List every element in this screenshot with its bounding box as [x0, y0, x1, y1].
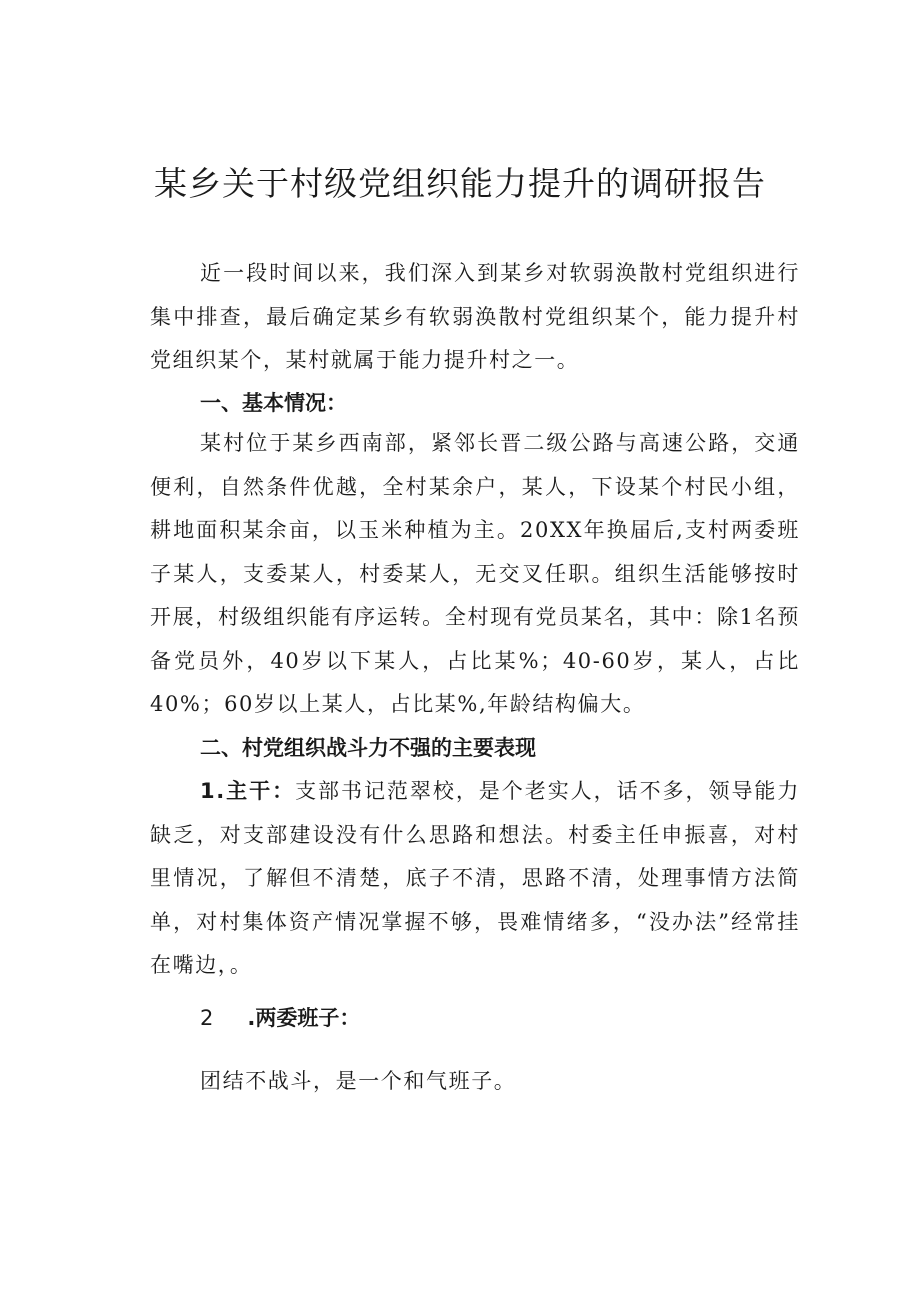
item2-number: 2 — [200, 1006, 214, 1030]
item1-body: 支部书记范翠校，是个老实人，话不多，领导能力缺乏，对支部建设没有什么思路和想法。村委主任申振喜，对村里情况，了解但不清楚，底子不清，思路不清，处理事情方法简单，对村集体资产情况掌握不够，畏难情绪多，“没办法”经常挂在嘴边，。 — [150, 779, 800, 977]
item1-paragraph — [150, 770, 800, 988]
document-title: 某乡关于村级党组织能力提升的调研报告 — [154, 164, 766, 203]
section2-heading: 二、村党组织战斗力不强的主要表现 — [200, 736, 536, 760]
item1-lead: 1.主干： — [200, 779, 296, 803]
item2-heading — [200, 1000, 360, 1036]
item2-heading-text: .两委班子： — [247, 1006, 361, 1030]
item2-paragraph: 团结不战斗，是一个和气班子。 — [200, 1069, 517, 1093]
section1-heading: 一、基本情况： — [200, 391, 347, 415]
intro-paragraph: 近一段时间以来，我们深入到某乡对软弱涣散村党组织进行集中排查，最后确定某乡有软弱涣散村党组织某个，能力提升村党组织某个，某村就属于能力提升村之一。 — [150, 261, 800, 372]
section1-paragraph: 某村位于某乡西南部，紧邻长晋二级公路与高速公路，交通便利，自然条件优越，全村某余户，某人，下设某个村民小组，耕地面积某余亩，以玉米种植为主。20XX年换届后,支村两委班子某人，支委某人，村委某人，无交叉任职。组织生活能够按时开展，村级组织能有序运转。全村现有党员某名，其中：除1名预备党员外，40岁以下某人，占比某%；40-60岁，某人，占比40%；60岁以上某人，占比某%,年龄结构偏大。 — [150, 431, 800, 716]
